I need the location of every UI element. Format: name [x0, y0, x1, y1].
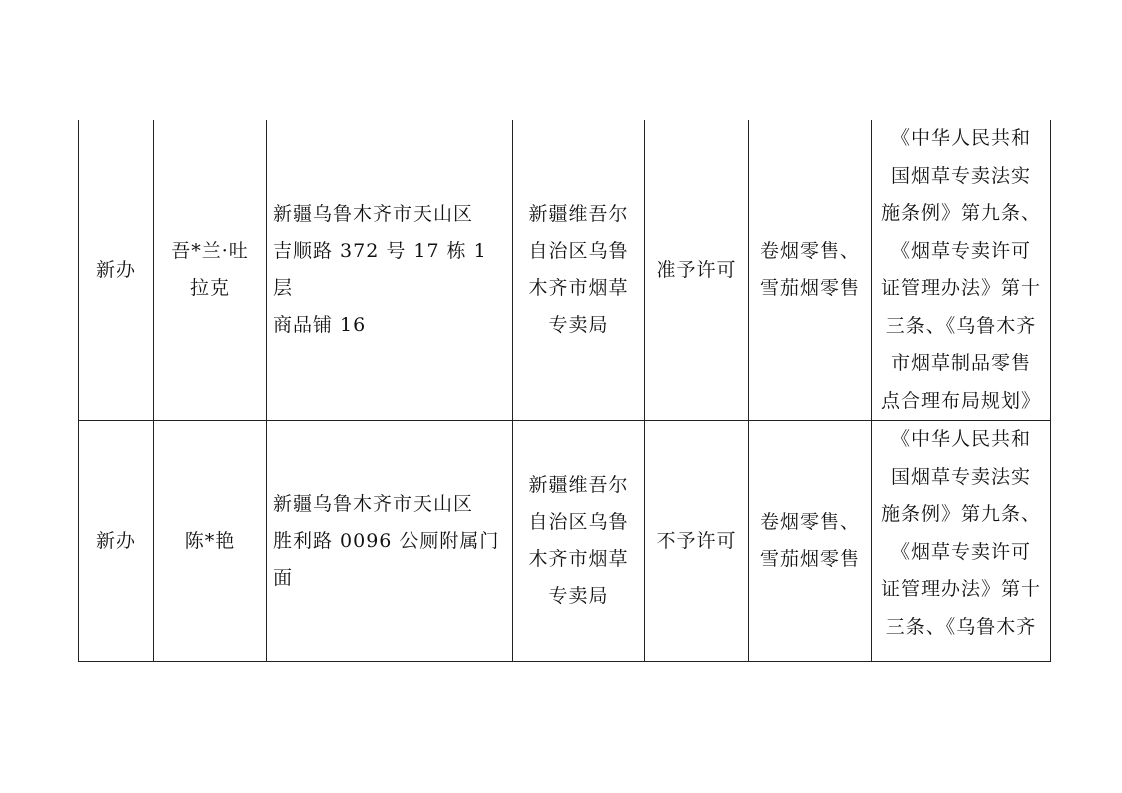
- address-cell: 新疆乌鲁木齐市天山区 吉顺路 372 号 17 栋 1 层 商品铺 16: [267, 120, 513, 421]
- applicant-name-cell: 吾*兰·吐 拉克: [154, 120, 267, 421]
- issuing-authority-cell: 新疆维吾尔 自治区乌鲁 木齐市烟草 专卖局: [513, 421, 645, 662]
- business-scope-cell: 卷烟零售、 雪茄烟零售: [749, 421, 872, 662]
- permit-table: [78, 120, 1051, 662]
- legal-basis-cell: 《中华人民共和 国烟草专卖法实 施条例》第九条、 《烟草专卖许可 证管理办法》第十 三条、《乌鲁木齐: [872, 421, 1051, 662]
- table-row: [79, 120, 1051, 421]
- applicant-name-cell: 陈*艳: [154, 421, 267, 662]
- decision-cell: 不予许可: [645, 421, 749, 662]
- document-page: [78, 120, 1050, 662]
- permit-type-cell: 新办: [79, 120, 154, 421]
- address-cell: 新疆乌鲁木齐市天山区 胜利路 0096 公厕附属门 面: [267, 421, 513, 662]
- business-scope-cell: 卷烟零售、 雪茄烟零售: [749, 120, 872, 421]
- table-row: [79, 421, 1051, 662]
- permit-type-cell: 新办: [79, 421, 154, 662]
- issuing-authority-cell: 新疆维吾尔 自治区乌鲁 木齐市烟草 专卖局: [513, 120, 645, 421]
- decision-cell: 准予许可: [645, 120, 749, 421]
- legal-basis-cell: 《中华人民共和 国烟草专卖法实 施条例》第九条、 《烟草专卖许可 证管理办法》第十 三条、《乌鲁木齐 市烟草制品零售 点合理布局规划》: [872, 120, 1051, 421]
